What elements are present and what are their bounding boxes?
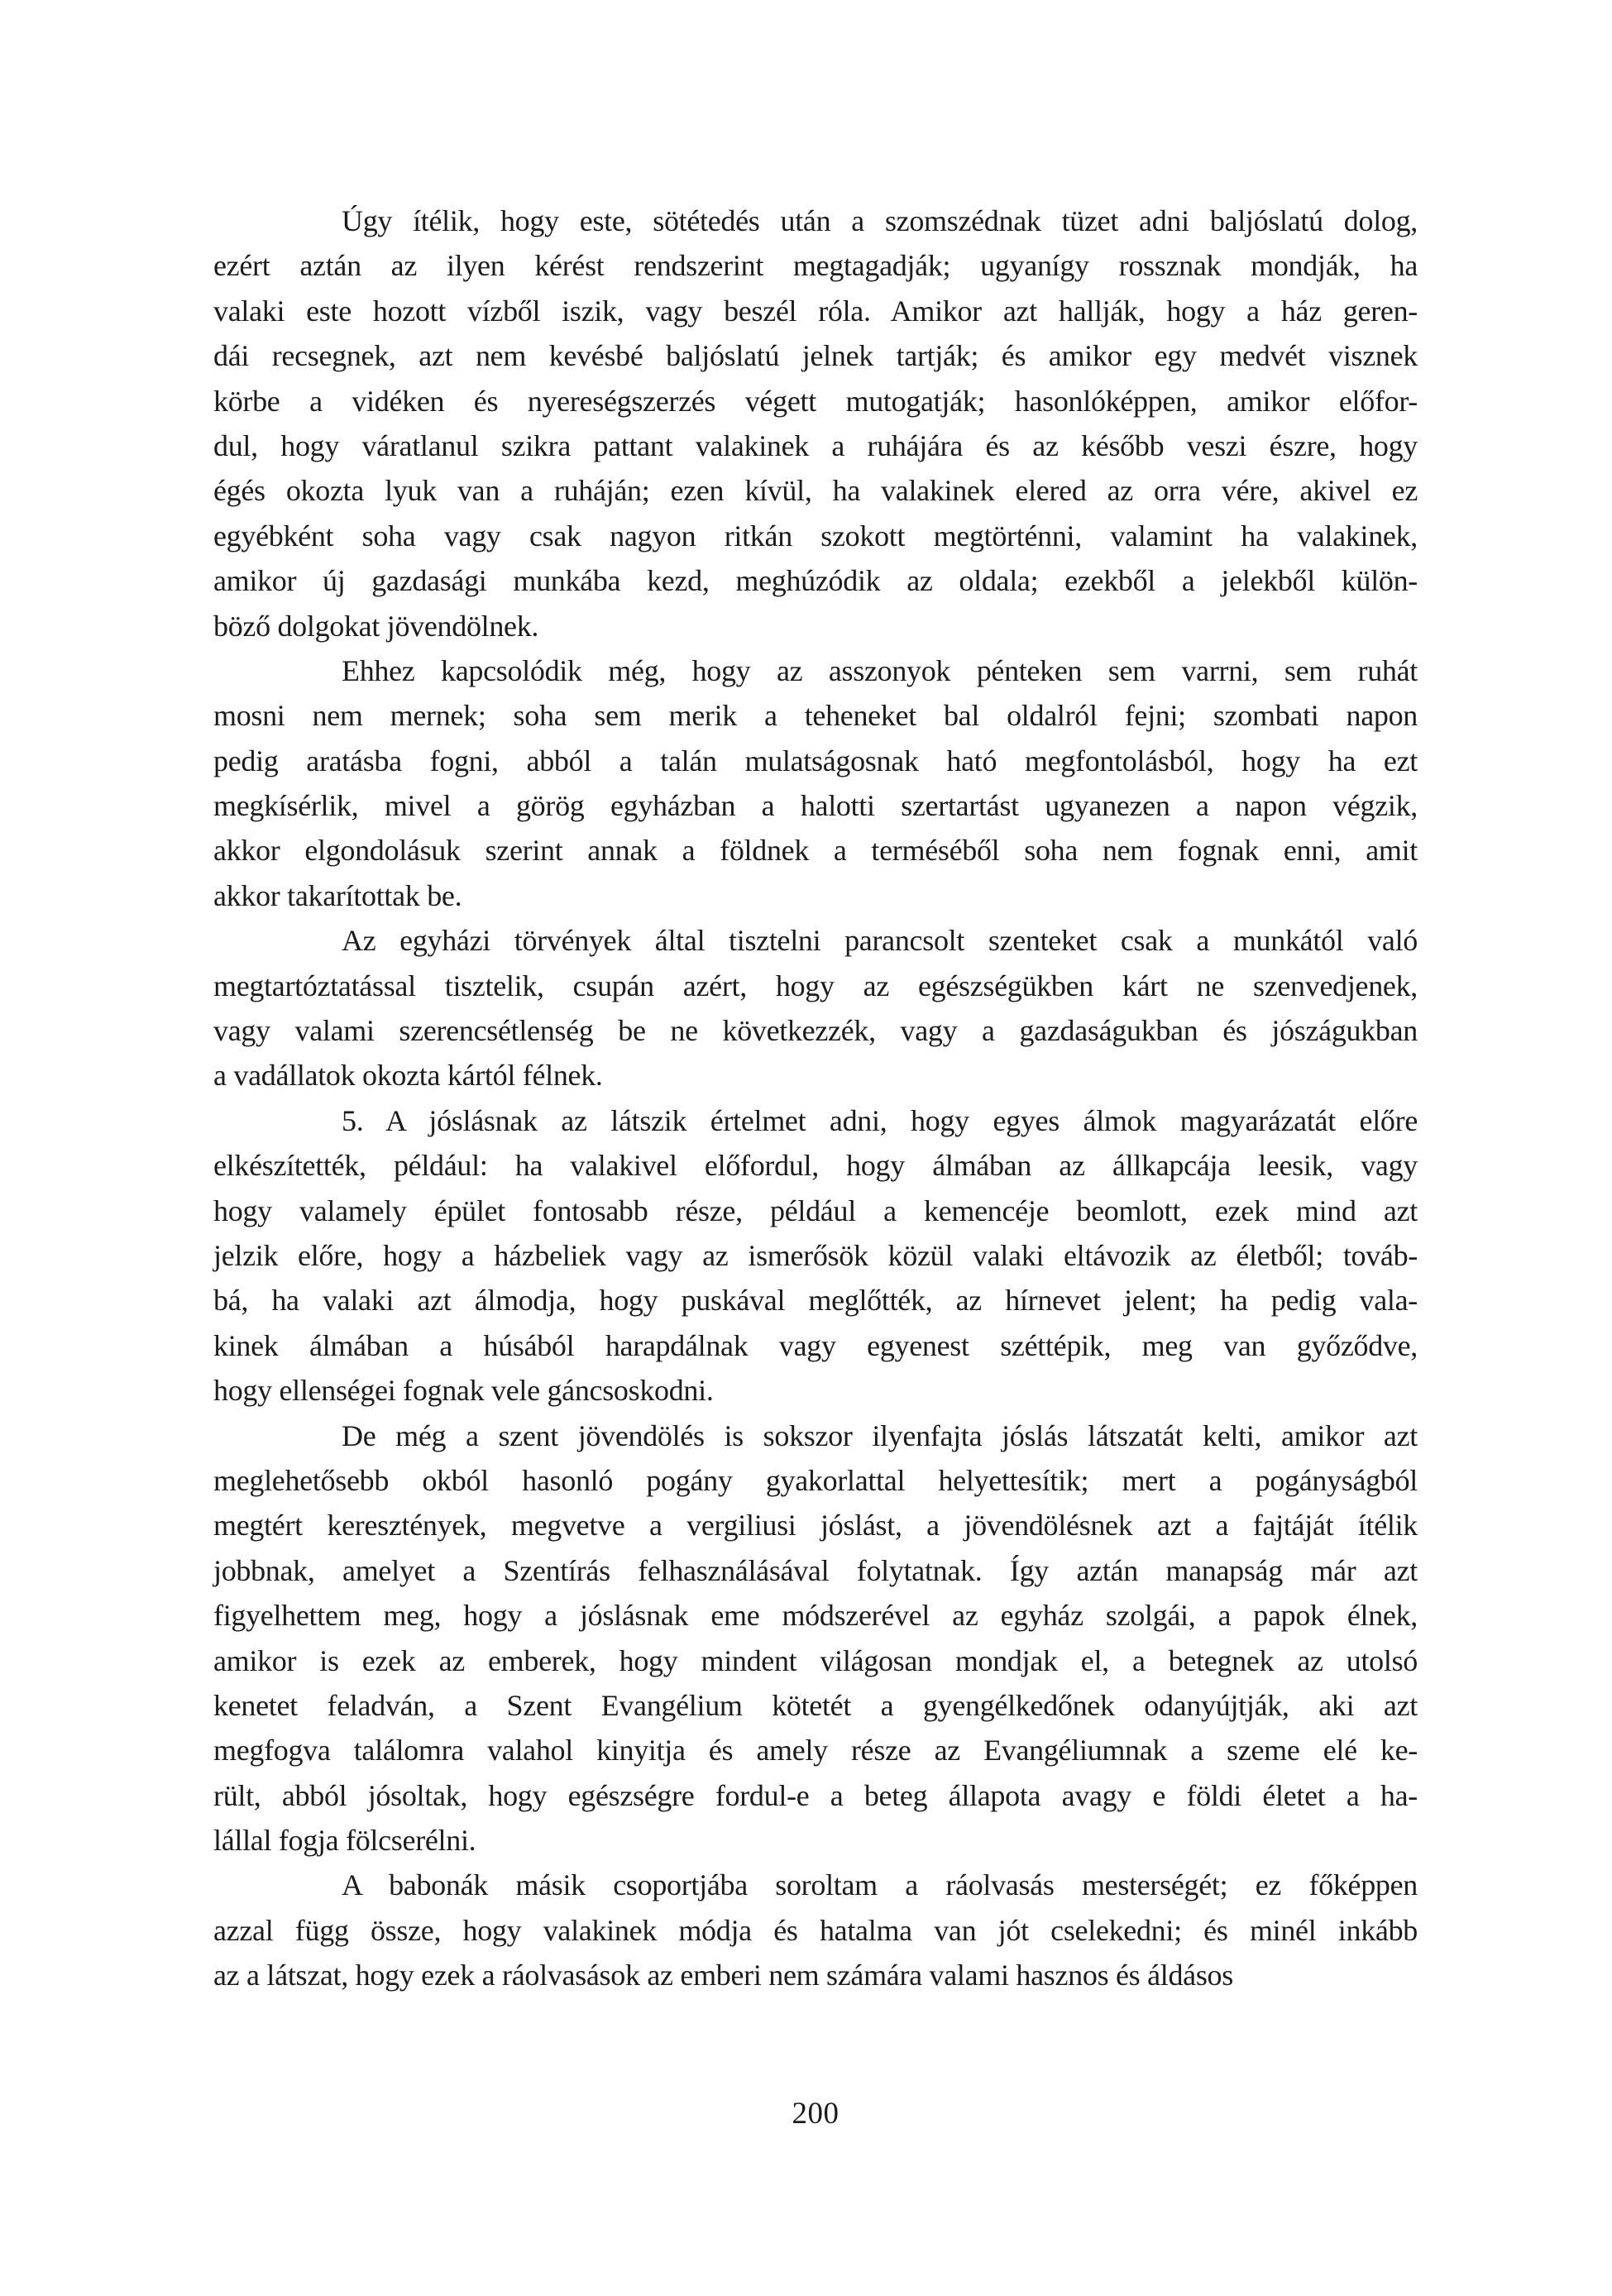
text-line: jobbnak, amelyet a Szentírás felhasználásával folytatnak. Így aztán manapság már azt bbox=[213, 1553, 1418, 1587]
text-line: elkészítették, például: ha valakivel előfordul, hogy álmában az állkapcája leesik, vagy bbox=[213, 1149, 1418, 1183]
paragraph bbox=[213, 1863, 1418, 1997]
text-line: megkísérlik, mivel a görög egyházban a halotti szertartást ugyanezen a napon végzik, bbox=[213, 789, 1418, 823]
text-line: kinek álmában a húsából harapdálnak vagy egyenest széttépik, meg van győződve, bbox=[213, 1328, 1418, 1362]
text-line: dái recsegnek, azt nem kevésbé baljóslatú jelnek tartják; és amikor egy medvét visznek bbox=[213, 339, 1418, 373]
text-line: valaki este hozott vízből iszik, vagy beszél róla. Amikor azt hallják, hogy a ház geren- bbox=[213, 294, 1418, 328]
text-line: meglehetősebb okból hasonló pogány gyakorlattal helyettesítik; mert a pogányságból bbox=[213, 1463, 1418, 1497]
text-line: hogy ellenségei fognak vele gáncsoskodni. bbox=[213, 1374, 714, 1408]
text-line: akkor elgondolásuk szerint annak a földnek a terméséből soha nem fognak enni, amit bbox=[213, 834, 1418, 868]
page-number: 200 bbox=[792, 2097, 839, 2131]
paragraph bbox=[213, 918, 1418, 1098]
text-line: akkor takarítottak be. bbox=[213, 878, 462, 912]
text-block bbox=[213, 199, 1418, 1998]
text-line: azzal függ össze, hogy valakinek módja és hatalma van jót cselekedni; és minél inkább bbox=[213, 1913, 1418, 1947]
text-line: vagy valami szerencsétlenség be ne következzék, vagy a gazdaságukban és jószágukban bbox=[213, 1014, 1418, 1048]
text-line: De még a szent jövendölés is sokszor ilyenfajta jóslás látszatát kelti, amikor azt bbox=[342, 1418, 1418, 1452]
text-line: bá, ha valaki azt álmodja, hogy puskával meglőtték, az hírnevet jelent; ha pedig vala- bbox=[213, 1284, 1418, 1318]
text-line: pedig aratásba fogni, abból a talán mulatságosnak ható megfontolásból, hogy ha ezt bbox=[213, 744, 1418, 777]
text-line: mosni nem mernek; soha sem merik a teheneket bal oldalról fejni; szombati napon bbox=[213, 699, 1418, 733]
text-line: a vadállatok okozta kártól félnek. bbox=[213, 1059, 603, 1093]
text-line: jelzik előre, hogy a házbeliek vagy az ismerősök közül valaki eltávozik az életből; továb- bbox=[213, 1238, 1418, 1272]
text-line: kenetet feladván, a Szent Evangélium kötetét a gyengélkedőnek odanyújtják, aki azt bbox=[213, 1688, 1418, 1722]
text-line: égés okozta lyuk van a ruháján; ezen kívül, ha valakinek elered az orra vére, akivel ez bbox=[213, 474, 1418, 508]
text-line: körbe a vidéken és nyereségszerzés végett mutogatják; hasonlóképpen, amikor előfor- bbox=[213, 384, 1418, 418]
text-line: Úgy ítélik, hogy este, sötétedés után a szomszédnak tüzet adni baljóslatú dolog, bbox=[342, 204, 1418, 237]
text-line: megtartóztatással tisztelik, csupán azért, hogy az egészségükben kárt ne szenvedjenek, bbox=[213, 969, 1418, 1002]
text-line: az a látszat, hogy ezek a ráolvasások az emberi nem számára valami hasznos és áldásos bbox=[213, 1959, 1233, 1992]
text-line: egyébként soha vagy csak nagyon ritkán szokott megtörténni, valamint ha valakinek, bbox=[213, 519, 1418, 552]
text-line: 5. A jóslásnak az látszik értelmet adni, hogy egyes álmok magyarázatát előre bbox=[342, 1103, 1418, 1137]
text-line: hogy valamely épület fontosabb része, például a kemencéje beomlott, ezek mind azt bbox=[213, 1193, 1418, 1227]
text-line: megtért keresztények, megvetve a vergiliusi jóslást, a jövendölésnek azt a fajtáját ítélik bbox=[213, 1509, 1418, 1543]
paragraph bbox=[213, 1413, 1418, 1863]
text-line: dul, hogy váratlanul szikra pattant valakinek a ruhájára és az később veszi észre, hogy bbox=[213, 428, 1418, 462]
text-line: figyelhettem meg, hogy a jóslásnak eme módszerével az egyház szolgái, a papok élnek, bbox=[213, 1599, 1418, 1633]
text-line: Ehhez kapcsolódik még, hogy az asszonyok pénteken sem varrni, sem ruhát bbox=[342, 653, 1418, 687]
text-line: lállal fogja fölcserélni. bbox=[213, 1824, 476, 1858]
text-line: rült, abból jósoltak, hogy egészségre fordul-e a beteg állapota avagy e földi életet a ha- bbox=[213, 1778, 1418, 1812]
text-line: amikor is ezek az emberek, hogy mindent világosan mondjak el, a betegnek az utolsó bbox=[213, 1643, 1418, 1677]
text-line: A babonák másik csoportjába soroltam a ráolvasás mesterségét; ez főképpen bbox=[342, 1868, 1418, 1902]
paragraph bbox=[213, 648, 1418, 918]
text-line: böző dolgokat jövendölnek. bbox=[213, 609, 539, 643]
text-line: ezért aztán az ilyen kérést rendszerint megtagadják; ugyanígy rossznak mondják, ha bbox=[213, 249, 1418, 283]
paragraph bbox=[213, 199, 1418, 648]
paragraph bbox=[213, 1098, 1418, 1413]
text-line: amikor új gazdasági munkába kezd, meghúzódik az oldala; ezekből a jelekből külön- bbox=[213, 564, 1418, 598]
text-line: Az egyházi törvények által tisztelni parancsolt szenteket csak a munkától való bbox=[342, 924, 1418, 958]
text-line: megfogva találomra valahol kinyitja és amely része az Evangéliumnak a szeme elé ke- bbox=[213, 1734, 1418, 1767]
